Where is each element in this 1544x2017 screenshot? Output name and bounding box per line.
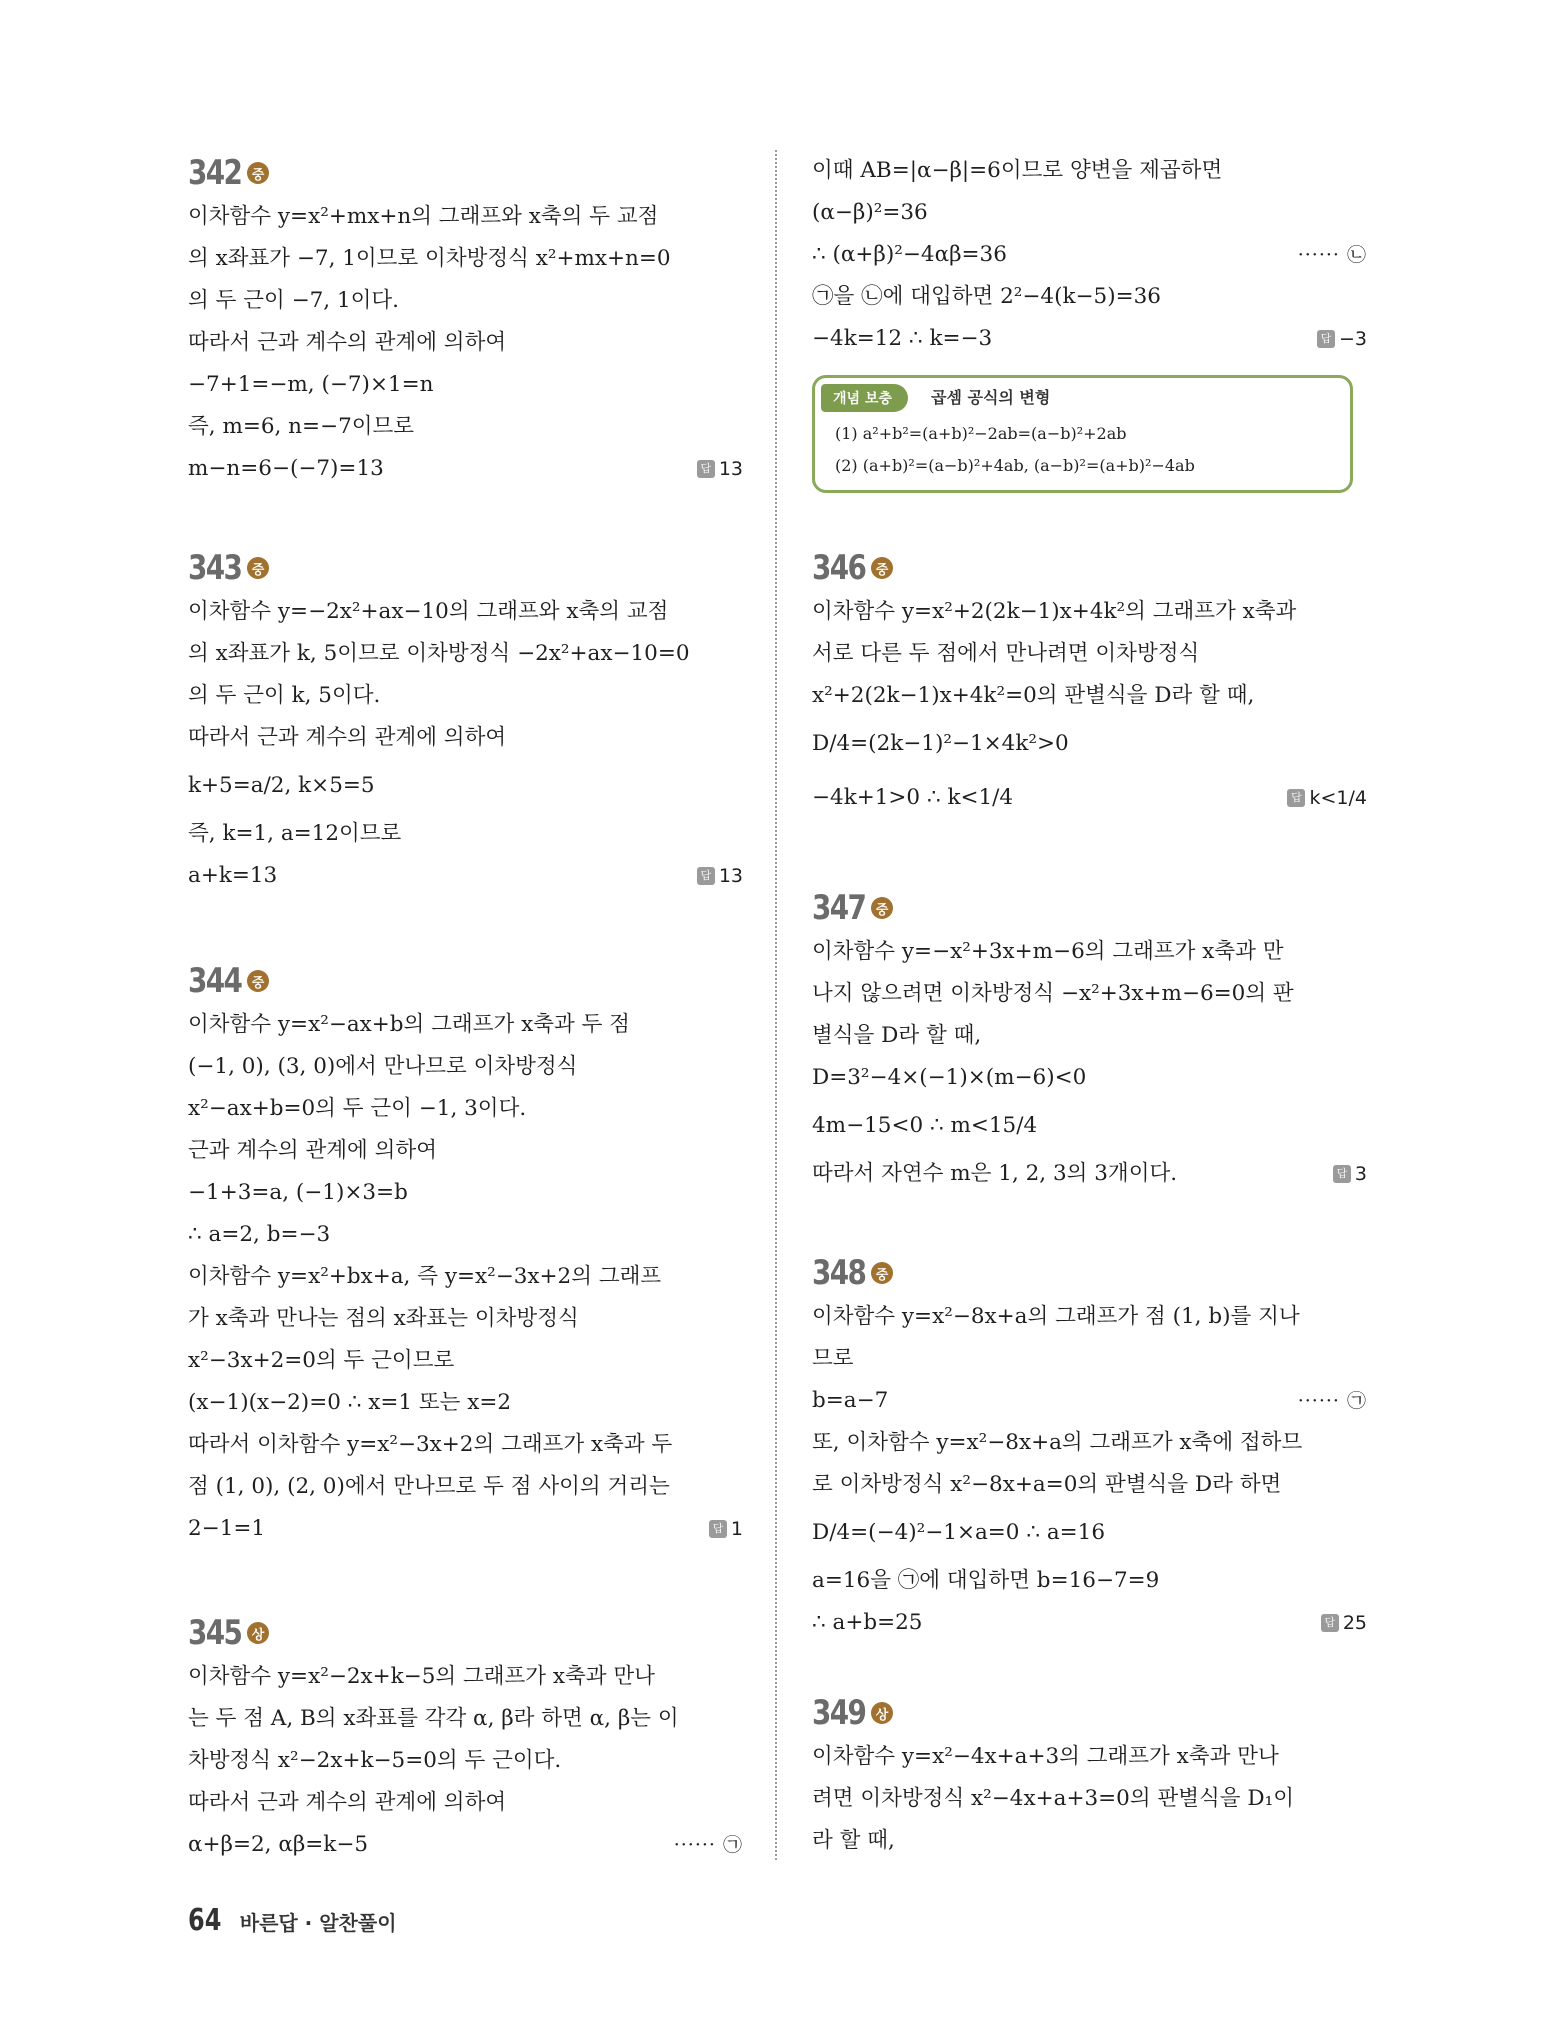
problem-number: 347 중 (812, 885, 1367, 931)
solution-line: 이차함수 y=x²+mx+n의 그래프와 x축의 두 교점 (188, 204, 659, 229)
answer: 답 k<1/4 (1287, 771, 1367, 825)
solution-line: 4m−15<0 ∴ m<15/4 (812, 1113, 1038, 1138)
answer: 답 −3 (1317, 318, 1367, 360)
solution-line: 로 이차방정식 x²−8x+a=0의 판별식을 D라 하면 (812, 1472, 1282, 1497)
solution-line: D/4=(2k−1)²−1×4k²>0 (812, 731, 1069, 756)
solution-line: 따라서 근과 계수의 관계에 의하여 (188, 330, 507, 355)
solution-line: 라 할 때, (812, 1828, 895, 1853)
solution-line: x²−ax+b=0의 두 근이 −1, 3이다. (188, 1096, 527, 1121)
difficulty-badge: 중 (871, 557, 893, 579)
solution-line: 별식을 D라 할 때, (812, 1023, 982, 1048)
answer: 답 13 (697, 855, 743, 897)
solution-line: a=16을 ㉠에 대입하면 b=16−7=9 (812, 1568, 1160, 1593)
difficulty-badge: 상 (247, 1622, 269, 1644)
answer: 답 25 (1321, 1602, 1367, 1644)
problem-344 (188, 958, 743, 1550)
solution-line: (−1, 0), (3, 0)에서 만나므로 이차방정식 (188, 1054, 578, 1079)
solution-line: 므로 (812, 1346, 854, 1371)
answer-icon: 답 (697, 460, 715, 478)
solution-line: 의 x좌표가 k, 5이므로 이차방정식 −2x²+ax−10=0 (188, 641, 690, 666)
difficulty-badge: 중 (871, 897, 893, 919)
solution-line: 또, 이차함수 y=x²−8x+a의 그래프가 x축에 접하므 (812, 1430, 1303, 1455)
difficulty-badge: 중 (247, 970, 269, 992)
answer-icon: 답 (1321, 1614, 1339, 1632)
concept-line: (2) (a+b)²=(a−b)²+4ab, (a−b)²=(a+b)²−4ab (835, 456, 1195, 475)
equation-reference: ······ ㉡ (1297, 244, 1367, 266)
solution-line: 차방정식 x²−2x+k−5=0의 두 근이다. (188, 1748, 562, 1773)
solution-line: (x−1)(x−2)=0 ∴ x=1 또는 x=2 (188, 1390, 512, 1415)
solution-line: 이차함수 y=x²+2(2k−1)x+4k²의 그래프가 x축과 (812, 599, 1297, 624)
solution-line: 이차함수 y=x²−2x+k−5의 그래프가 x축과 만나 (188, 1664, 655, 1689)
solution-line: ∴ a=2, b=−3 (188, 1222, 331, 1247)
solution-line: 근과 계수의 관계에 의하여 (188, 1138, 437, 1163)
solution-line: k+5=a/2, k×5=5 (188, 773, 375, 798)
answer-icon: 답 (709, 1520, 727, 1538)
solution-line: 점 (1, 0), (2, 0)에서 만나므로 두 점 사이의 거리는 (188, 1474, 670, 1499)
solution-line: α+β=2, αβ=k−5 ······ ㉠ (188, 1824, 743, 1866)
problem-number: 348 중 (812, 1250, 1367, 1296)
problem-346 (812, 545, 1367, 825)
solution-line: −7+1=−m, (−7)×1=n (188, 372, 434, 397)
problem-345 (188, 1610, 743, 1866)
solution-line: 즉, k=1, a=12이므로 (188, 821, 402, 846)
concept-line: (1) a²+b²=(a+b)²−2ab=(a−b)²+2ab (835, 424, 1127, 443)
problem-number: 344 중 (188, 958, 743, 1004)
solution-line: D=3²−4×(−1)×(m−6)<0 (812, 1065, 1087, 1090)
equation-reference: ······ ㉠ (1297, 1390, 1367, 1412)
solution-line: 이차함수 y=−2x²+ax−10의 그래프와 x축의 교점 (188, 599, 669, 624)
column-divider (775, 150, 777, 1860)
problem-347 (812, 885, 1367, 1195)
difficulty-badge: 중 (247, 162, 269, 184)
solution-line: 이차함수 y=x²+bx+a, 즉 y=x²−3x+2의 그래프 (188, 1264, 662, 1289)
solution-line: 2−1=1 답 1 (188, 1508, 743, 1550)
solution-line: 이때 AB=|α−β|=6이므로 양변을 제곱하면 (812, 158, 1223, 183)
solution-line: x²−3x+2=0의 두 근이므로 (188, 1348, 455, 1373)
concept-box (812, 375, 1353, 493)
solution-line: 서로 다른 두 점에서 만나려면 이차방정식 (812, 641, 1200, 666)
solution-line: −4k+1>0 ∴ k<1/4 답 k<1/4 (812, 771, 1367, 825)
solution-line: a+k=13 답 13 (188, 855, 743, 897)
problem-349 (812, 1690, 1367, 1862)
solution-line: 따라서 이차함수 y=x²−3x+2의 그래프가 x축과 두 (188, 1432, 673, 1457)
problem-342 (188, 150, 743, 490)
difficulty-badge: 중 (247, 557, 269, 579)
solution-line: b=a−7 ······ ㉠ (812, 1380, 1367, 1422)
solution-line: m−n=6−(−7)=13 답 13 (188, 448, 743, 490)
solution-line: 가 x축과 만나는 점의 x좌표는 이차방정식 (188, 1306, 579, 1331)
solution-line: 의 x좌표가 −7, 1이므로 이차방정식 x²+mx+n=0 (188, 246, 671, 271)
problem-number: 345 상 (188, 1610, 743, 1656)
equation-reference: ······ ㉠ (673, 1834, 743, 1856)
problem-345-continued (812, 150, 1367, 360)
page-number: 64 (188, 1903, 222, 1938)
answer: 답 13 (697, 448, 743, 490)
book-section-title: 바른답 · 알찬풀이 (239, 1911, 397, 1935)
answer: 답 3 (1333, 1153, 1367, 1195)
solution-line: x²+2(2k−1)x+4k²=0의 판별식을 D라 할 때, (812, 683, 1255, 708)
concept-tag: 개념 보충 (821, 384, 908, 412)
solution-line: 려면 이차방정식 x²−4x+a+3=0의 판별식을 D₁이 (812, 1786, 1294, 1811)
answer-icon: 답 (697, 867, 715, 885)
answer-icon: 답 (1333, 1165, 1351, 1183)
solution-line: 의 두 근이 k, 5이다. (188, 683, 381, 708)
problem-number: 343 중 (188, 545, 743, 591)
answer-icon: 답 (1287, 789, 1305, 807)
solution-line: 의 두 근이 −7, 1이다. (188, 288, 399, 313)
solution-line: 나지 않으려면 이차방정식 −x²+3x+m−6=0의 판 (812, 981, 1294, 1006)
solution-line: 는 두 점 A, B의 x좌표를 각각 α, β라 하면 α, β는 이 (188, 1706, 679, 1731)
problem-number: 342 중 (188, 150, 743, 196)
solution-line: 따라서 근과 계수의 관계에 의하여 (188, 725, 507, 750)
solution-line: ㉠을 ㉡에 대입하면 2²−4(k−5)=36 (812, 284, 1161, 309)
solution-line: ∴ a+b=25 답 25 (812, 1602, 1367, 1644)
solution-line: ∴ (α+β)²−4αβ=36 ······ ㉡ (812, 234, 1367, 276)
problem-number: 346 중 (812, 545, 1367, 591)
solution-line: 이차함수 y=x²−4x+a+3의 그래프가 x축과 만나 (812, 1744, 1279, 1769)
answer: 답 1 (709, 1508, 743, 1550)
difficulty-badge: 중 (871, 1262, 893, 1284)
problem-343 (188, 545, 743, 897)
problem-number: 349 상 (812, 1690, 1367, 1736)
solution-line: 즉, m=6, n=−7이므로 (188, 414, 415, 439)
solution-line: 이차함수 y=x²−8x+a의 그래프가 점 (1, b)를 지나 (812, 1304, 1300, 1329)
solution-line: −1+3=a, (−1)×3=b (188, 1180, 408, 1205)
answer-icon: 답 (1317, 330, 1335, 348)
difficulty-badge: 상 (871, 1702, 893, 1724)
page-footer (188, 1903, 397, 1938)
solution-line: 따라서 근과 계수의 관계에 의하여 (188, 1790, 507, 1815)
solution-line: 이차함수 y=−x²+3x+m−6의 그래프가 x축과 만 (812, 939, 1284, 964)
solution-line: (α−β)²=36 (812, 200, 928, 225)
solution-line: D/4=(−4)²−1×a=0 ∴ a=16 (812, 1520, 1106, 1545)
solution-line: 이차함수 y=x²−ax+b의 그래프가 x축과 두 점 (188, 1012, 630, 1037)
solution-line: 따라서 자연수 m은 1, 2, 3의 3개이다. 답 3 (812, 1153, 1367, 1195)
problem-348 (812, 1250, 1367, 1644)
concept-title: 곱셈 공식의 변형 (931, 388, 1051, 407)
solution-line: −4k=12 ∴ k=−3 답 −3 (812, 318, 1367, 360)
